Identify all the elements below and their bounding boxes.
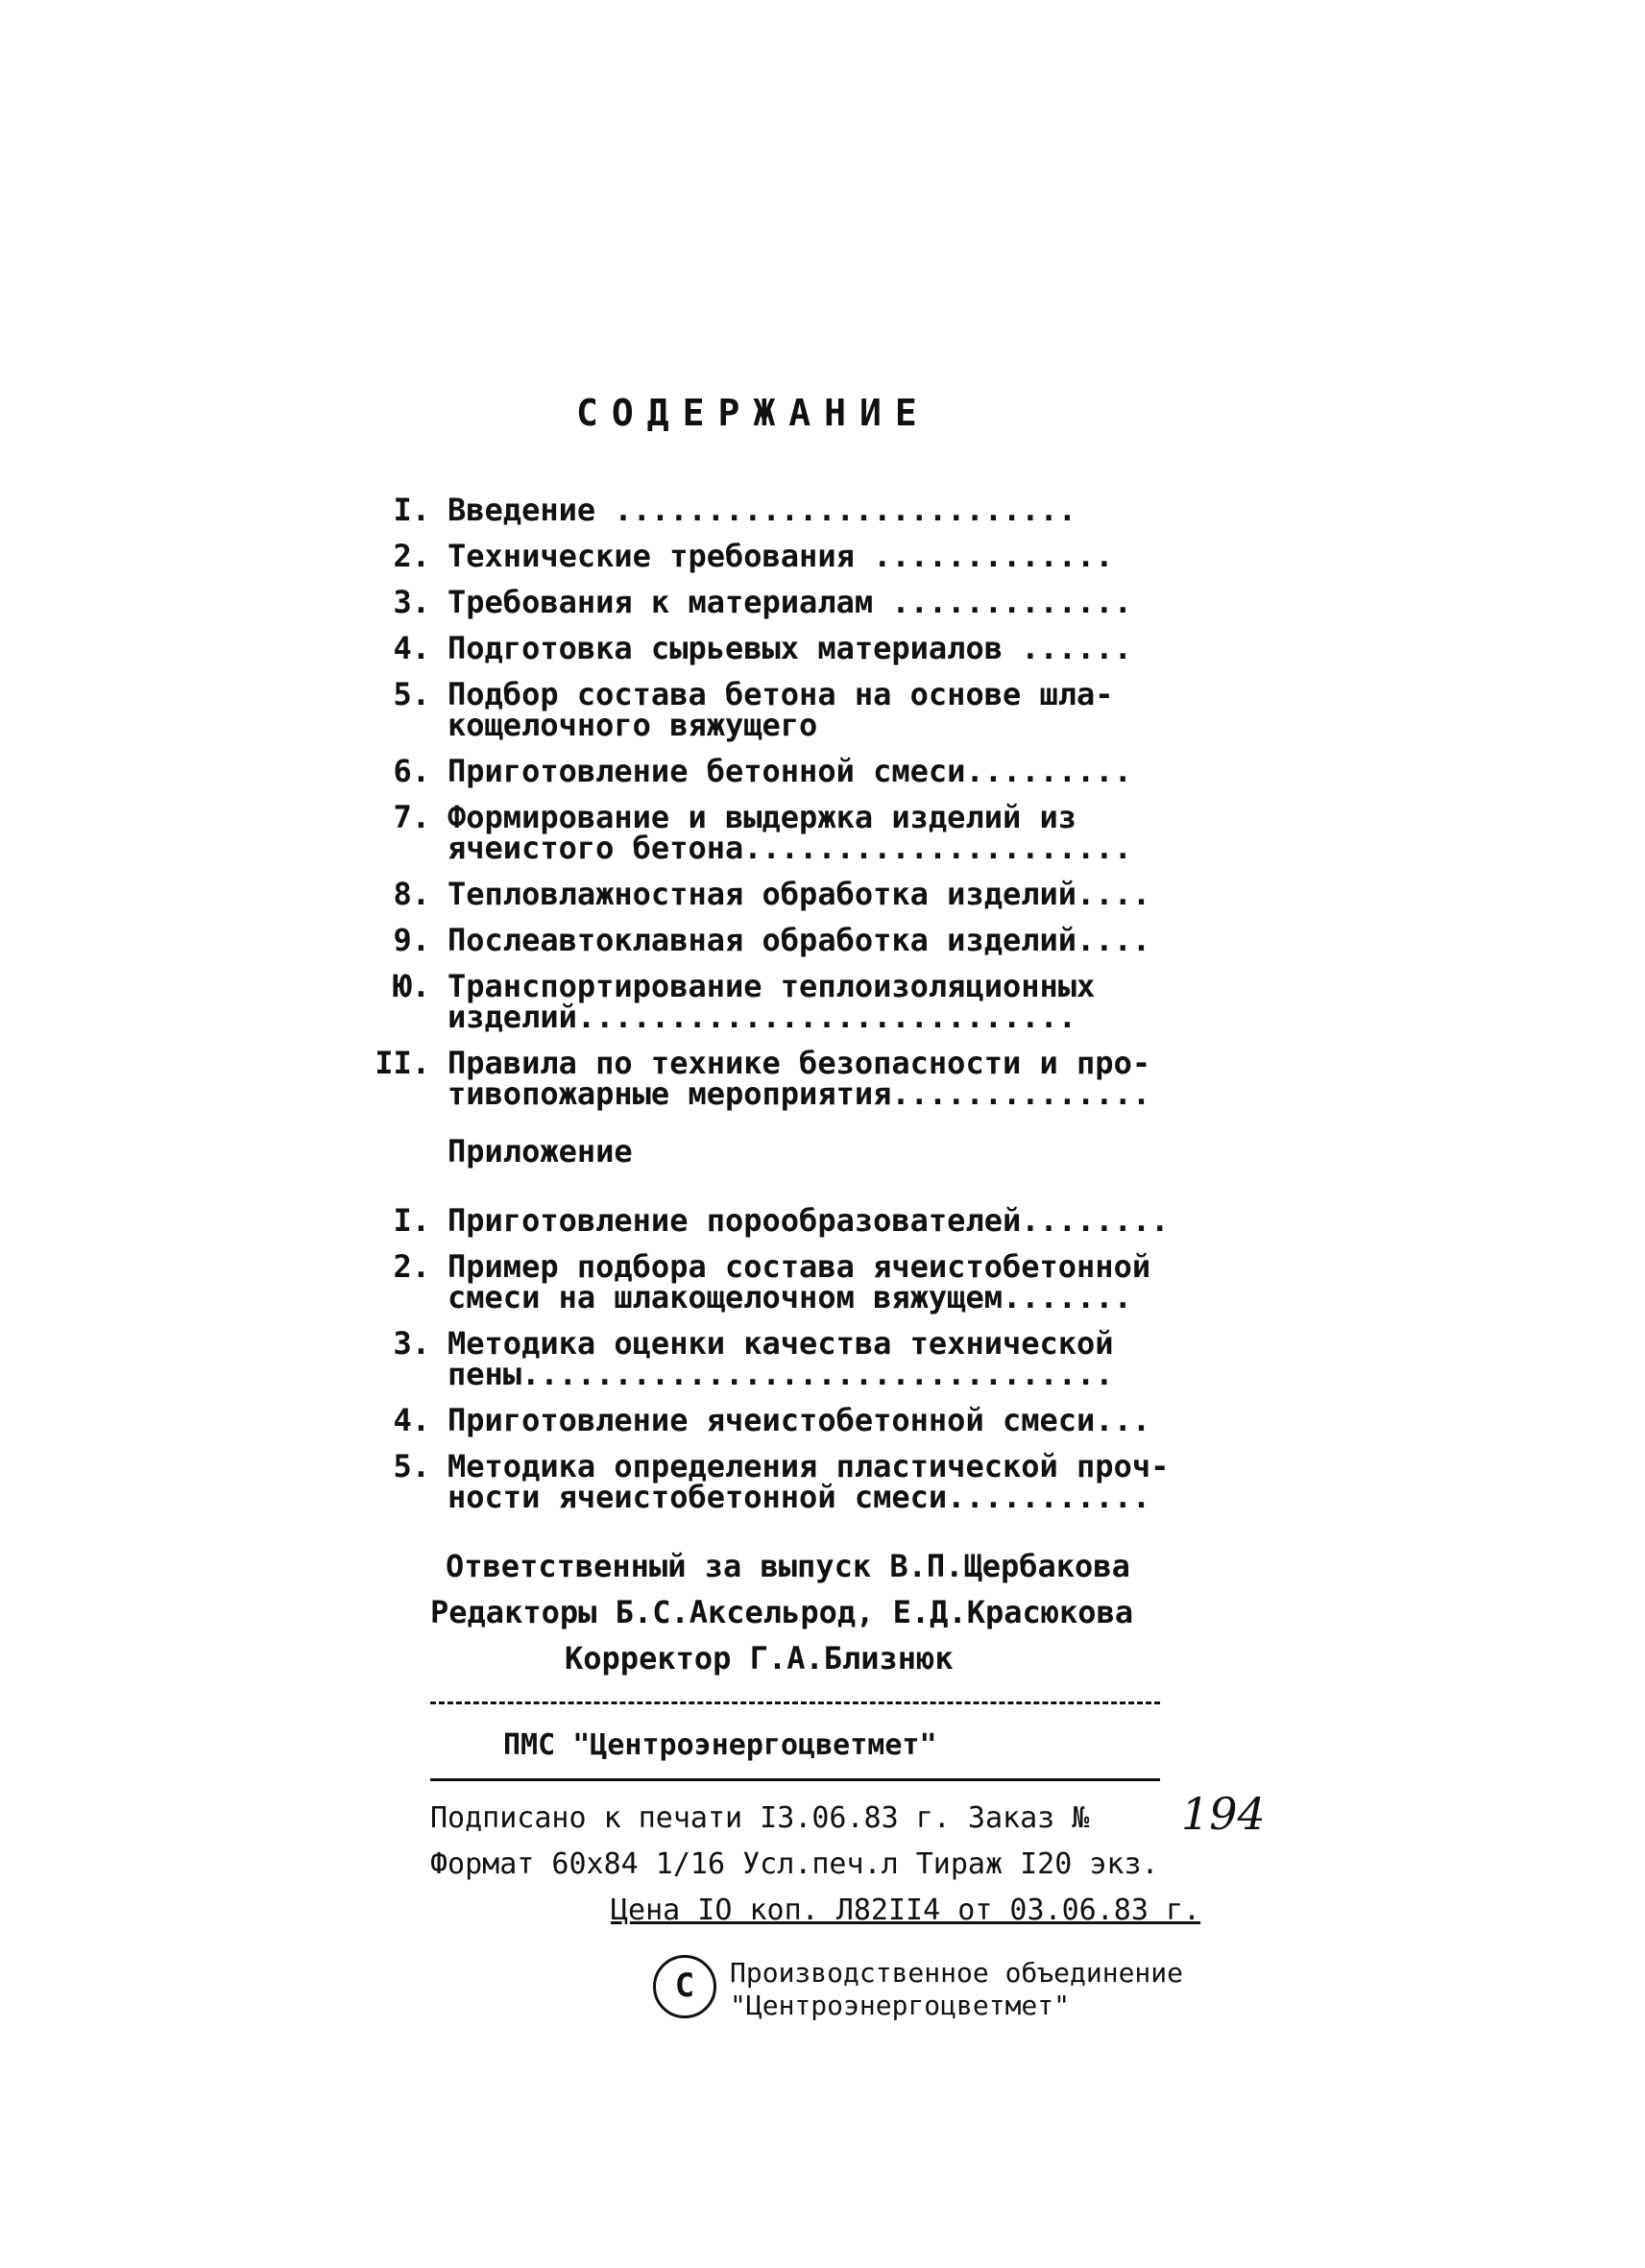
toc-entry [365, 492, 1172, 528]
toc-entry-text: Приготовление порообразователей........ [448, 1202, 1170, 1239]
toc-entry-number: 5. [393, 1448, 430, 1484]
toc-entry-number: 3. [393, 584, 430, 620]
divider [430, 1778, 1160, 1781]
toc-entry-text: Подбор состава бетона на основе шла- кощелочного вяжущего [448, 676, 1114, 743]
toc-entry-text: Послеавтоклавная обработка изделий.... [448, 922, 1151, 958]
appendix-heading: Приложение [448, 1133, 633, 1170]
toc-entry [365, 799, 1172, 866]
toc-entry [365, 1402, 1172, 1438]
credit-corrector: Корректор Г.А.Близнюк [565, 1640, 954, 1677]
order-number-handwritten: 194 [1181, 1788, 1266, 1840]
toc-entry-number: 6. [393, 753, 430, 789]
toc-entry [365, 676, 1172, 743]
credit-responsible: Ответственный за выпуск В.П.Щербакова [446, 1548, 1130, 1584]
toc-entry-number: II. [375, 1045, 430, 1081]
toc-entry [365, 1045, 1172, 1112]
copyright-text: Производственное объединение "Центроэнергоцветмет" [730, 1957, 1184, 2021]
toc-entry-number: 2. [393, 538, 430, 574]
toc-entry-number: 9. [393, 922, 430, 958]
toc-entry-text: Методика определения пластической проч- ности ячеистобетонной смеси........... [448, 1448, 1170, 1515]
toc-entry-text: Приготовление бетонной смеси......... [448, 753, 1132, 789]
toc-entry-text: Введение ......................... [448, 492, 1077, 528]
toc-entry-text: Правила по технике безопасности и про- тивопожарные мероприятия.............. [448, 1045, 1151, 1112]
toc-entry-number: 4. [393, 630, 430, 666]
toc-entry-text: Тепловлажностная обработка изделий.... [448, 876, 1151, 912]
publisher-name: ПМС "Центроэнергоцветмет" [503, 1728, 937, 1762]
toc-entry [365, 922, 1172, 958]
toc-entry-text: Подготовка сырьевых материалов ...... [448, 630, 1132, 666]
toc-entry [365, 1202, 1172, 1239]
credit-editors: Редакторы Б.С.Аксельрод, Е.Д.Красюкова [430, 1594, 1134, 1630]
toc-entry [365, 753, 1172, 789]
toc-entry-number: I. [393, 492, 430, 528]
toc-entry [365, 1448, 1172, 1515]
page-title: СОДЕРЖАНИЕ [576, 392, 931, 434]
toc-entry-number: 4. [393, 1402, 430, 1438]
toc-entry [365, 876, 1172, 912]
toc-entry-number: 7. [393, 799, 430, 835]
table-of-contents [365, 492, 1172, 1124]
toc-entry [365, 630, 1172, 666]
toc-entry-text: Транспортирование теплоизоляционных изделий........................... [448, 968, 1096, 1035]
toc-entry-number: I. [393, 1202, 430, 1239]
toc-entry-text: Формирование и выдержка изделий из ячеистого бетона..................... [448, 799, 1132, 866]
toc-entry-number: Ю. [393, 968, 430, 1004]
toc-entry-text: Методика оценки качества технической пены................................ [448, 1325, 1114, 1392]
toc-entry [365, 538, 1172, 574]
imprint-signed: Подписано к печати I3.06.83 г. Заказ № [430, 1801, 1090, 1835]
toc-entry [365, 1325, 1172, 1392]
toc-entry-text: Требования к материалам ............. [448, 584, 1132, 620]
appendix-contents [365, 1202, 1172, 1528]
toc-entry [365, 968, 1172, 1035]
toc-entry-text: Пример подбора состава ячеистобетонной смеси на шлакощелочном вяжущем....... [448, 1248, 1151, 1315]
imprint-price: Цена IO коп. Л82II4 от 03.06.83 г. [611, 1894, 1201, 1927]
toc-entry-number: 3. [393, 1325, 430, 1362]
toc-entry-text: Приготовление ячеистобетонной смеси... [448, 1402, 1151, 1438]
toc-entry [365, 1248, 1172, 1315]
toc-entry-number: 2. [393, 1248, 430, 1285]
toc-entry-number: 8. [393, 876, 430, 912]
toc-entry-number: 5. [393, 676, 430, 712]
divider [430, 1701, 1160, 1704]
copyright-icon: C [653, 1955, 716, 2018]
toc-entry [365, 584, 1172, 620]
toc-entry-text: Технические требования ............. [448, 538, 1114, 574]
imprint-format: Формат 60х84 1/16 Усл.печ.л Тираж I20 экз. [430, 1847, 1159, 1881]
